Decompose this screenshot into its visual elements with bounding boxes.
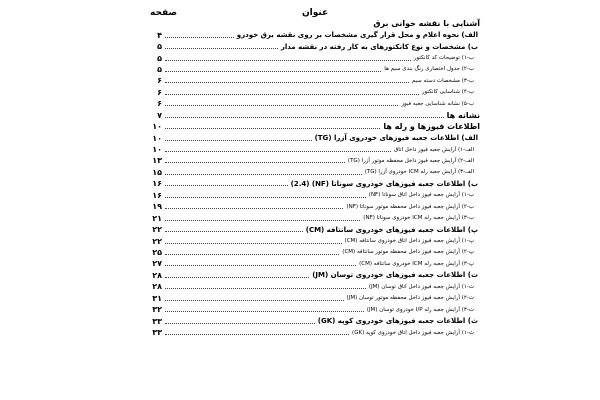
toc-entry[interactable] — [140, 110, 480, 121]
dot-leader — [165, 60, 411, 61]
toc-entry-label: ب-۱) آرایش جعبه فیوز داخل اتاق سوناتا (NF) — [368, 192, 474, 199]
dot-leader — [165, 231, 303, 232]
toc-entry[interactable] — [140, 281, 480, 292]
dot-leader — [165, 288, 366, 289]
dot-leader — [165, 117, 444, 118]
toc-entry[interactable] — [140, 52, 480, 63]
toc-entry-page: ۵ — [157, 53, 162, 63]
toc-entry-label: ث) اطلاعات جعبه فیوزهای خودروی کوپه (GK) — [317, 317, 478, 326]
toc-entry-label: ب) مشخصات و نوع کانکتورهای به کار رفته در نقشه مدار — [280, 42, 478, 51]
toc-entry-label: پ-۱) آرایش جعبه فیوز داخل اتاق خودروی سانتافه (CM) — [344, 238, 474, 245]
dot-leader — [165, 254, 339, 255]
dot-leader — [165, 71, 381, 72]
dot-leader — [165, 105, 398, 106]
toc-entry-label: ب-۳) مشخصات دسته سیم — [411, 77, 474, 84]
toc-entry-label: الف-۲) آرایش جعبه فیوز داخل محفظه موتور آزرا (TG) — [347, 157, 474, 164]
toc-entry-label: الف) نحوه اعلام و محل قرار گیری مشخصات بر روی نقشه برق خودرو — [236, 31, 478, 40]
toc-entry-page: ۱۰ — [152, 145, 162, 155]
dot-leader — [165, 174, 362, 175]
toc-entry[interactable] — [140, 224, 480, 235]
toc-entry-page: ۵ — [157, 64, 162, 74]
dot-leader — [165, 243, 342, 244]
toc-entry-label: ب-۵) نشانه شناسایی جعبه فیوز — [401, 100, 474, 107]
dot-leader — [165, 277, 309, 278]
toc-entry-label: ث-۱) آرایش جعبه فیوز داخل اتاق خودروی کوپه (GK) — [352, 329, 474, 336]
dot-leader — [165, 185, 288, 186]
toc-entry-page: ۱۶ — [152, 179, 162, 189]
toc-entry[interactable] — [140, 18, 480, 29]
toc-entry-label: ت-۱) آرایش جعبه فیوز داخل اتاق توسان (JM) — [368, 283, 474, 290]
toc-entry-page: ۱۶ — [152, 190, 162, 200]
toc-entry[interactable] — [140, 121, 480, 132]
dot-leader — [165, 208, 343, 209]
toc-entry[interactable] — [140, 201, 480, 212]
toc-entry-page: ۲۱ — [152, 213, 162, 223]
toc-entry[interactable] — [140, 41, 480, 52]
dot-leader — [165, 48, 278, 49]
toc-entry-label: اطلاعات فیوزها و رله ها — [383, 122, 480, 132]
toc-entry-page: ۶ — [157, 76, 162, 86]
toc-entry-page: ۱۰ — [152, 133, 162, 143]
toc-entry-label: پ) اطلاعات جعبه فیوزهای خودروی سانتافه (CM) — [305, 225, 478, 234]
toc-entry-label: ب-۲) آرایش جعبه فیوز داخل محفظه موتور سوناتا (NF) — [346, 203, 474, 210]
toc-entry-page: ۲۸ — [152, 270, 162, 280]
toc-entry[interactable] — [140, 258, 480, 269]
toc-entry-page: ۴ — [157, 30, 162, 40]
toc-entry-page: ۷ — [157, 110, 162, 120]
toc-entry[interactable] — [140, 212, 480, 223]
dot-leader — [165, 334, 349, 335]
dot-leader — [165, 94, 419, 95]
toc-entry-page: ۳۲ — [152, 305, 162, 315]
toc-entry[interactable] — [140, 327, 480, 338]
dot-leader — [165, 140, 312, 141]
toc-entry-page: ۵ — [157, 42, 162, 52]
toc-entry-label: الف-۱) آرایش جعبه فیوز داخل اتاق — [394, 146, 474, 153]
toc-entry-page: ۳۳ — [152, 316, 162, 326]
toc-entry-page: ۱۵ — [152, 167, 162, 177]
toc-entry[interactable] — [140, 293, 480, 304]
dot-leader — [165, 162, 345, 163]
toc-entry[interactable] — [140, 29, 480, 40]
toc-entry[interactable] — [140, 144, 480, 155]
toc-entry[interactable] — [140, 98, 480, 109]
toc-entry-label: ب-۴) شناسایی کانکتور — [421, 89, 474, 96]
toc-entry-page: ۶ — [157, 99, 162, 109]
dot-leader — [165, 128, 380, 129]
toc-entry-label: ت-۳) آرایش جعبه رله I/P خودروی توسان (JM) — [366, 306, 474, 313]
table-of-contents — [140, 18, 480, 338]
dot-leader — [165, 300, 344, 301]
toc-entry-label: الف-۳) آرایش جعبه رله ICM خودروی آزرا (TG) — [364, 169, 474, 176]
toc-entry[interactable] — [140, 167, 480, 178]
toc-entry-label: پ-۲) آرایش جعبه فیوز داخل محفظه موتور سانتافه (CM) — [342, 249, 474, 256]
toc-entry-label: ت) اطلاعات جعبه فیوزهای خودروی توسان (JM) — [312, 271, 478, 280]
toc-entry[interactable] — [140, 132, 480, 143]
dot-leader — [165, 265, 356, 266]
toc-entry-label: ب-۱) توضیحات کد کانکتور — [413, 55, 474, 62]
toc-entry-page: ۱۹ — [152, 202, 162, 212]
toc-entry-page: ۳۱ — [152, 293, 162, 303]
dot-leader — [165, 220, 360, 221]
toc-entry[interactable] — [140, 235, 480, 246]
toc-entry-page: ۶ — [157, 87, 162, 97]
toc-entry[interactable] — [140, 190, 480, 201]
toc-entry[interactable] — [140, 315, 480, 326]
title-column-heading: عنوان — [302, 8, 329, 18]
toc-entry[interactable] — [140, 155, 480, 166]
dot-leader — [165, 151, 391, 152]
dot-leader — [165, 311, 364, 312]
page-column-heading: صفحه — [150, 8, 178, 18]
toc-entry-label: ب-۳) آرایش جعبه رله ICM خودروی سوناتا (NF) — [363, 215, 474, 222]
toc-entry[interactable] — [140, 75, 480, 86]
toc-entry-page: ۳۳ — [152, 328, 162, 338]
toc-entry-page: ۱۳ — [152, 156, 162, 166]
toc-entry-page: ۲۲ — [152, 236, 162, 246]
toc-entry-label: ت-۲) آرایش جعبه فیوز داخل محفظه موتور توسان (JM) — [346, 295, 474, 302]
toc-entry-page: ۲۷ — [152, 259, 162, 269]
toc-entry-label: ب) اطلاعات جعبه فیوزهای خودروی سوناتا (NF) (2.4) — [290, 179, 478, 188]
toc-entry[interactable] — [140, 64, 480, 75]
dot-leader — [165, 37, 234, 38]
toc-entry-label: آشنایی با نقشه خوانی برق — [373, 19, 480, 29]
toc-entry[interactable] — [140, 178, 480, 189]
toc-entry-label: پ-۳) آرایش جعبه رله ICM خودروی سانتافه (CM) — [359, 260, 474, 267]
toc-entry-label: ب-۲) جدول اختصاری رنگ بندی سیم ها — [384, 66, 474, 73]
toc-entry-label: نشانه ها — [446, 110, 480, 120]
toc-entry-page: ۲۲ — [152, 225, 162, 235]
toc-entry[interactable] — [140, 87, 480, 98]
toc-entry[interactable] — [140, 270, 480, 281]
dot-leader — [165, 197, 366, 198]
toc-entry[interactable] — [140, 304, 480, 315]
toc-entry[interactable] — [140, 247, 480, 258]
toc-entry-page: ۱۰ — [152, 122, 162, 132]
toc-entry-page: ۲۸ — [152, 282, 162, 292]
toc-entry-label: الف) اطلاعات جعبه فیوزهای خودروی آزرا (TG) — [314, 134, 478, 143]
dot-leader — [165, 82, 409, 83]
dot-leader — [165, 323, 315, 324]
toc-entry-page: ۲۵ — [152, 247, 162, 257]
